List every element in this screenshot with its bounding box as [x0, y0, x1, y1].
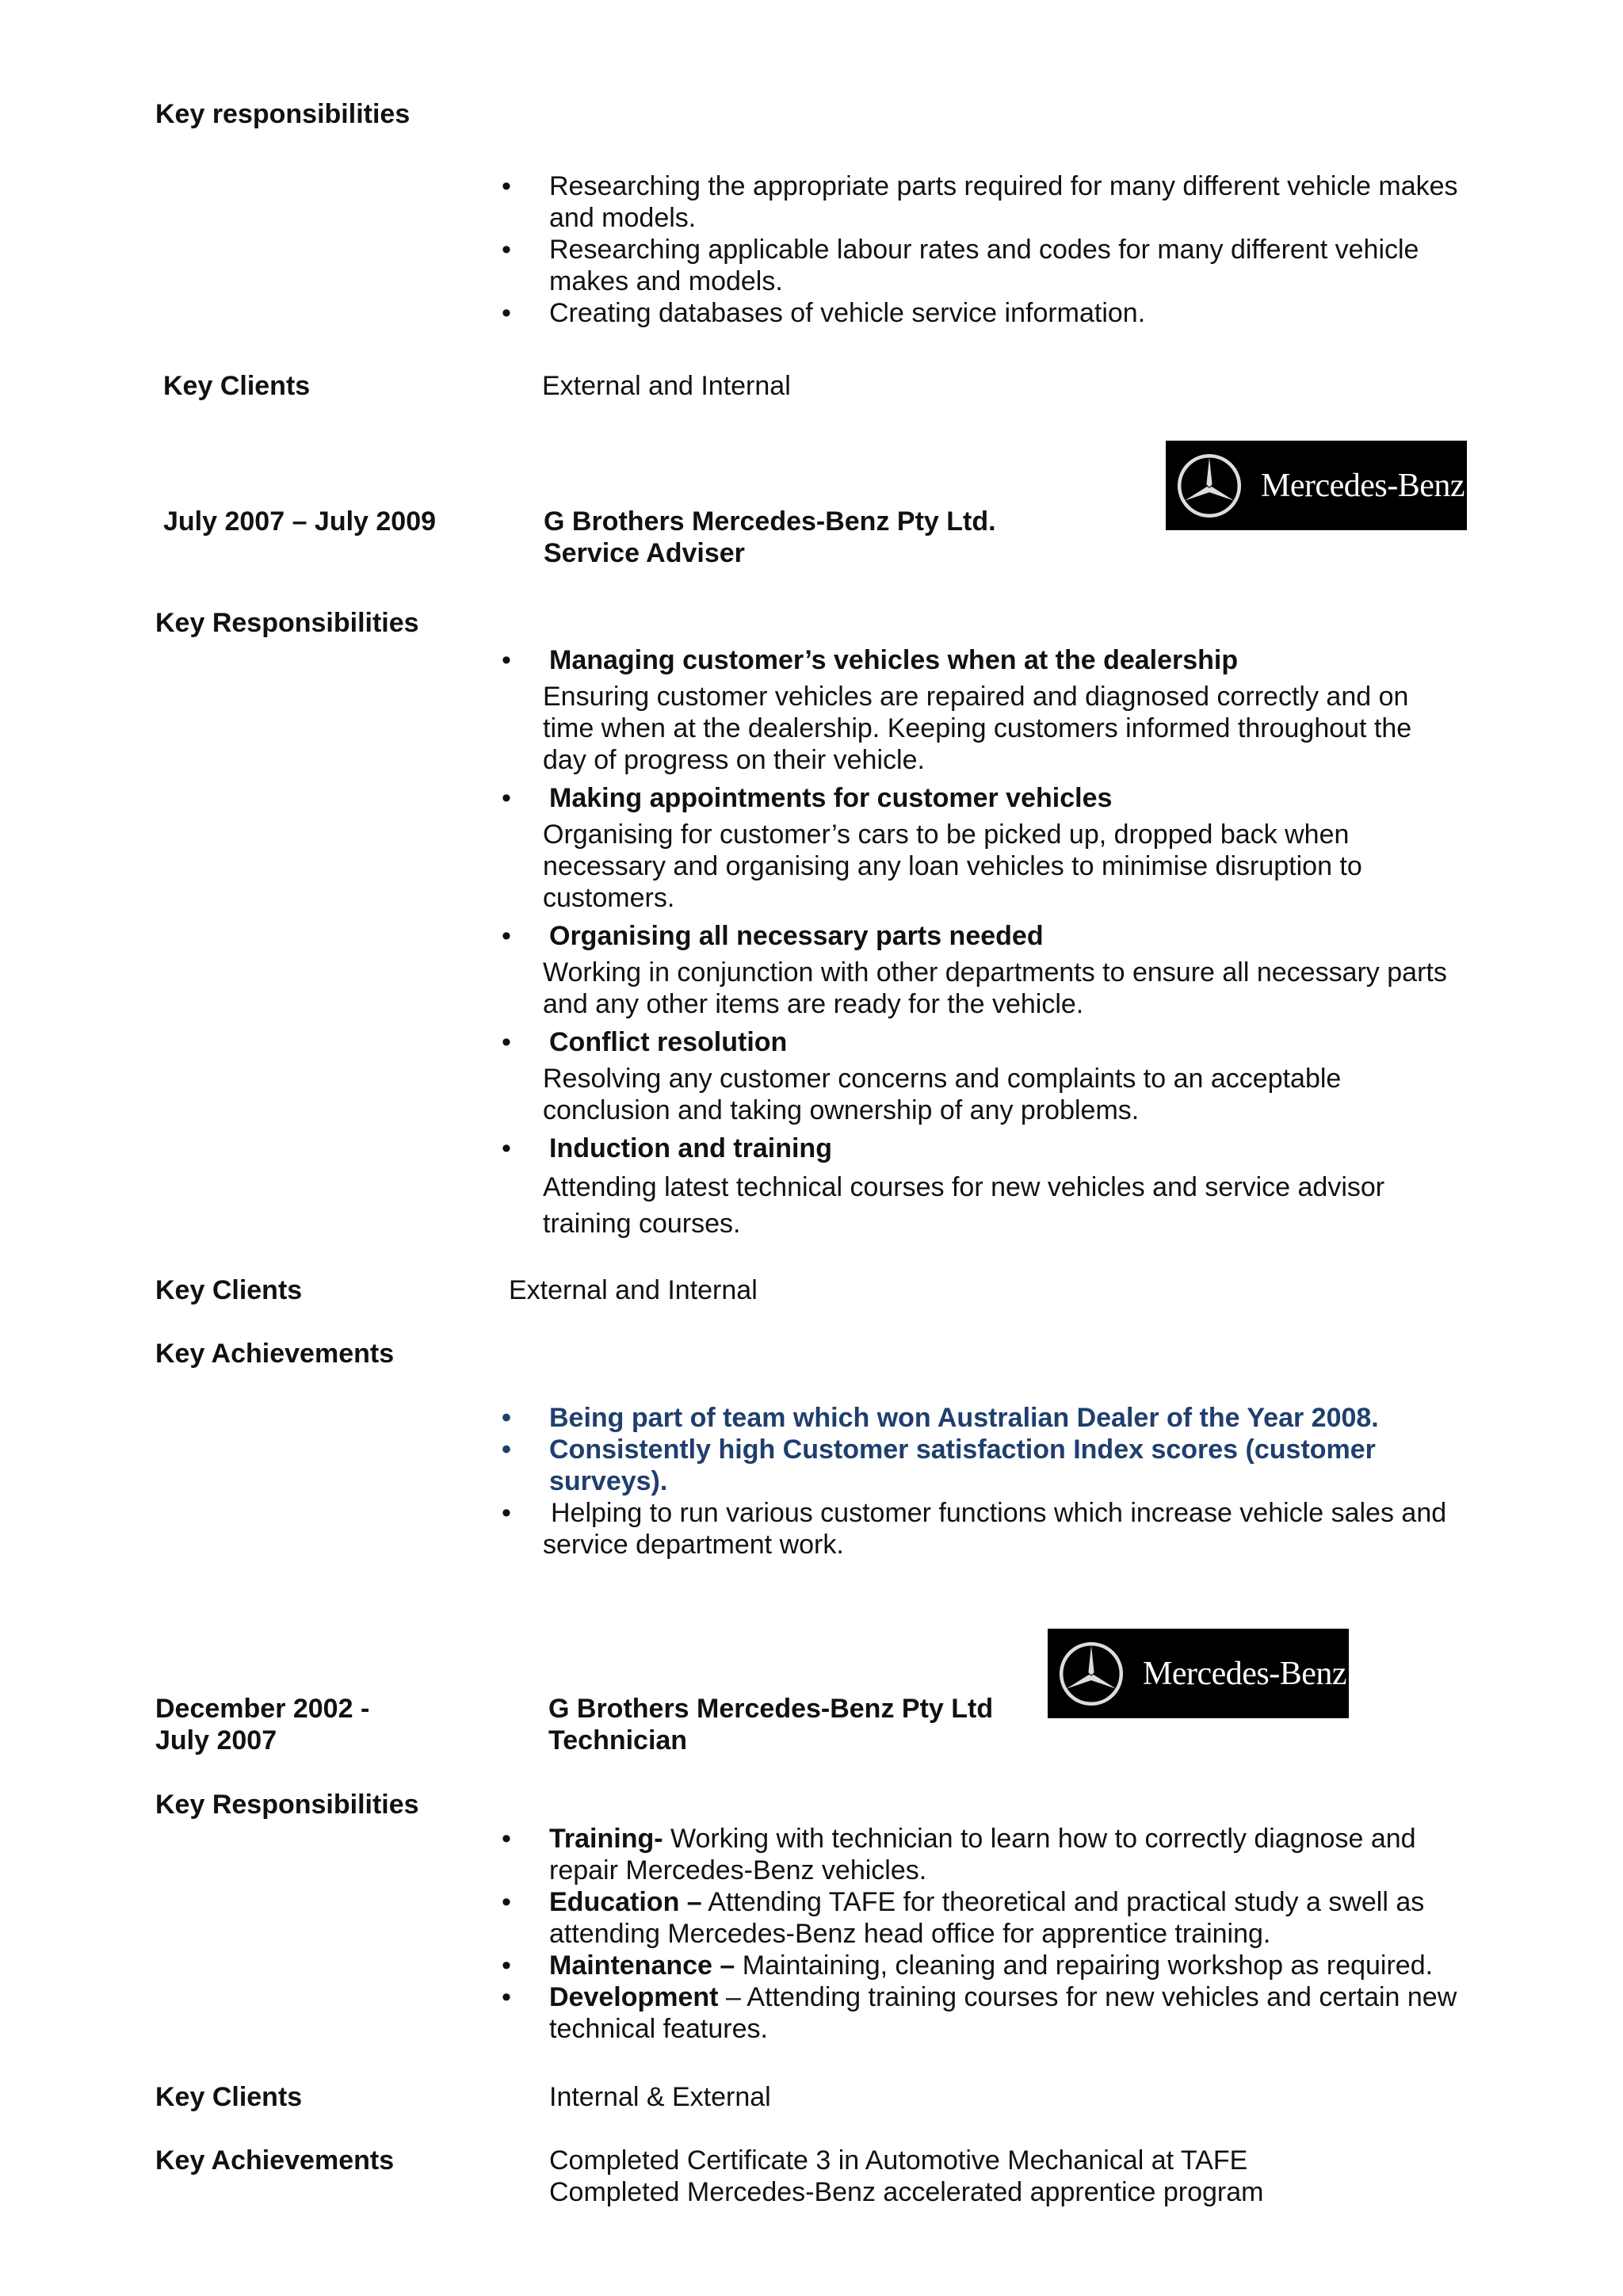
mercedes-benz-logo — [1166, 441, 1467, 530]
list-item: • Induction and training Attending latest technical courses for new vehicles and service advisor training courses. — [549, 1133, 1524, 1242]
list-item: • Researching applicable labour rates and codes for many different vehicle makes and models. — [549, 234, 1500, 297]
company-name: G Brothers Mercedes-Benz Pty Ltd — [548, 1694, 994, 1724]
list-item: • Managing customer’s vehicles when at the dealership Ensuring customer vehicles are repaired and diagnosed correctly and on time when at the dealership. Keeping customers informed throughout the day of progress on their vehicle. — [549, 644, 1524, 776]
job-role: Technician — [548, 1725, 688, 1755]
key-clients-value: Internal & External — [549, 2082, 771, 2112]
list-item: • Conflict resolution Resolving any customer concerns and complaints to an acceptable conclusion and taking ownership of any problems. — [549, 1026, 1524, 1126]
list-item: • Researching the appropriate parts required for many different vehicle makes and models. — [549, 170, 1500, 234]
logo-text: Mercedes-Benz — [1143, 1655, 1347, 1692]
key-clients-label: Key Clients — [155, 1275, 303, 1305]
key-achievements-heading: Key Achievements — [155, 2145, 395, 2176]
list-item: • Maintenance – Maintaining, cleaning and repairing workshop as required. — [549, 1950, 1524, 1981]
list-item: • Being part of team which won Australian Dealer of the Year 2008. — [549, 1402, 1524, 1434]
key-clients-label: Key Clients — [163, 371, 311, 401]
list-item: • Education – Attending TAFE for theoretical and practical study a swell as attending Mercedes-Benz head office for apprentice training. — [549, 1886, 1524, 1950]
job-dates-line1: December 2002 - — [155, 1694, 370, 1724]
key-responsibilities-heading: Key Responsibilities — [155, 1790, 419, 1820]
responsibilities-list — [543, 644, 1524, 1242]
job-dates: July 2007 – July 2009 — [163, 506, 437, 537]
achievement-item: Completed Certificate 3 in Automotive Mechanical at TAFE — [549, 2145, 1248, 2176]
responsibilities-list — [549, 170, 1500, 329]
mercedes-star-icon — [1056, 1638, 1127, 1710]
key-clients-value: External and Internal — [542, 371, 791, 401]
mercedes-benz-logo — [1048, 1629, 1349, 1718]
achievements-list — [543, 1402, 1524, 1561]
list-item: • Consistently high Customer satisfaction Index scores (customer surveys). — [549, 1434, 1524, 1497]
list-item: • Training- Working with technician to learn how to correctly diagnose and repair Mercedes-Benz vehicles. — [549, 1823, 1524, 1886]
key-responsibilities-heading: Key responsibilities — [155, 99, 411, 129]
key-clients-label: Key Clients — [155, 2082, 303, 2112]
list-item: • Making appointments for customer vehicles Organising for customer’s cars to be picked up, dropped back when necessary and organising any loan vehicles to minimise disruption to customers. — [549, 782, 1524, 914]
job-role: Service Adviser — [544, 538, 745, 568]
list-item: • Organising all necessary parts needed Working in conjunction with other departments to ensure all necessary parts and any other items are ready for the vehicle. — [549, 920, 1524, 1020]
list-item: • Helping to run various customer functions which increase vehicle sales and service department work. — [549, 1497, 1524, 1561]
mercedes-star-icon — [1174, 450, 1245, 521]
list-item: • Development – Attending training courses for new vehicles and certain new technical features. — [549, 1981, 1524, 2045]
list-item: • Creating databases of vehicle service information. — [549, 297, 1500, 329]
responsibilities-list — [549, 1823, 1524, 2045]
logo-text: Mercedes-Benz — [1261, 467, 1465, 504]
job-dates-line2: July 2007 — [155, 1725, 277, 1755]
key-achievements-heading: Key Achievements — [155, 1339, 395, 1369]
achievement-item: Completed Mercedes-Benz accelerated apprentice program — [549, 2177, 1264, 2207]
key-responsibilities-heading: Key Responsibilities — [155, 608, 419, 638]
key-clients-value: External and Internal — [509, 1275, 758, 1305]
company-name: G Brothers Mercedes-Benz Pty Ltd. — [544, 506, 996, 537]
